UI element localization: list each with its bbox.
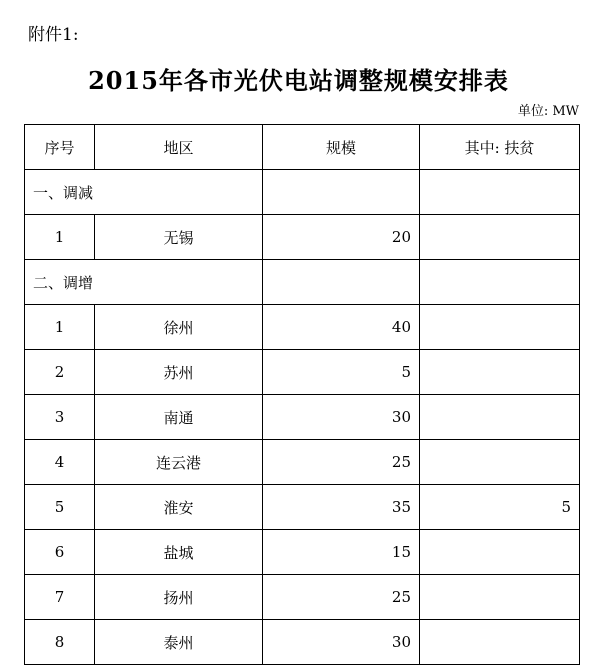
section-row-increase [25, 260, 580, 305]
row-region: 扬州 [95, 575, 263, 620]
row-scale: 35 [263, 485, 420, 530]
row-region: 盐城 [95, 530, 263, 575]
table-row [25, 620, 580, 665]
scale-table [24, 124, 580, 665]
row-scale: 5 [263, 350, 420, 395]
table-row [25, 530, 580, 575]
row-seq: 2 [25, 350, 95, 395]
row-poverty [420, 620, 580, 665]
row-scale: 20 [263, 215, 420, 260]
table-row [25, 440, 580, 485]
row-seq: 1 [25, 215, 95, 260]
table-cell [420, 170, 580, 215]
row-region: 连云港 [95, 440, 263, 485]
unit-label: 单位: MW [517, 104, 579, 119]
row-poverty [420, 215, 580, 260]
table-row [25, 215, 580, 260]
table-row [25, 485, 580, 530]
row-poverty [420, 440, 580, 485]
row-poverty: 5 [420, 485, 580, 530]
row-scale: 30 [263, 620, 420, 665]
table-cell [263, 170, 420, 215]
row-poverty [420, 530, 580, 575]
table-cell [420, 260, 580, 305]
table-header-row [25, 125, 580, 170]
table-row [25, 305, 580, 350]
row-seq: 1 [25, 305, 95, 350]
row-region: 泰州 [95, 620, 263, 665]
page-title: 2015年各市光伏电站调整规模安排表 [88, 66, 509, 95]
row-region: 无锡 [95, 215, 263, 260]
row-poverty [420, 575, 580, 620]
row-poverty [420, 305, 580, 350]
table-row [25, 350, 580, 395]
row-seq: 5 [25, 485, 95, 530]
row-region: 苏州 [95, 350, 263, 395]
header-poverty: 其中: 扶贫 [420, 125, 580, 170]
row-scale: 15 [263, 530, 420, 575]
row-scale: 25 [263, 440, 420, 485]
header-scale: 规模 [263, 125, 420, 170]
row-scale: 25 [263, 575, 420, 620]
header-region: 地区 [95, 125, 263, 170]
row-poverty [420, 350, 580, 395]
row-poverty [420, 395, 580, 440]
header-seq: 序号 [25, 125, 95, 170]
attachment-label: 附件1: [28, 25, 79, 45]
section-row-decrease [25, 170, 580, 215]
row-seq: 8 [25, 620, 95, 665]
row-scale: 40 [263, 305, 420, 350]
row-seq: 6 [25, 530, 95, 575]
table-row [25, 395, 580, 440]
table-cell [263, 260, 420, 305]
section-label: 一、调减 [25, 170, 263, 215]
row-seq: 3 [25, 395, 95, 440]
row-scale: 30 [263, 395, 420, 440]
row-seq: 4 [25, 440, 95, 485]
row-region: 淮安 [95, 485, 263, 530]
row-seq: 7 [25, 575, 95, 620]
section-label: 二、调增 [25, 260, 263, 305]
row-region: 南通 [95, 395, 263, 440]
row-region: 徐州 [95, 305, 263, 350]
table-row [25, 575, 580, 620]
